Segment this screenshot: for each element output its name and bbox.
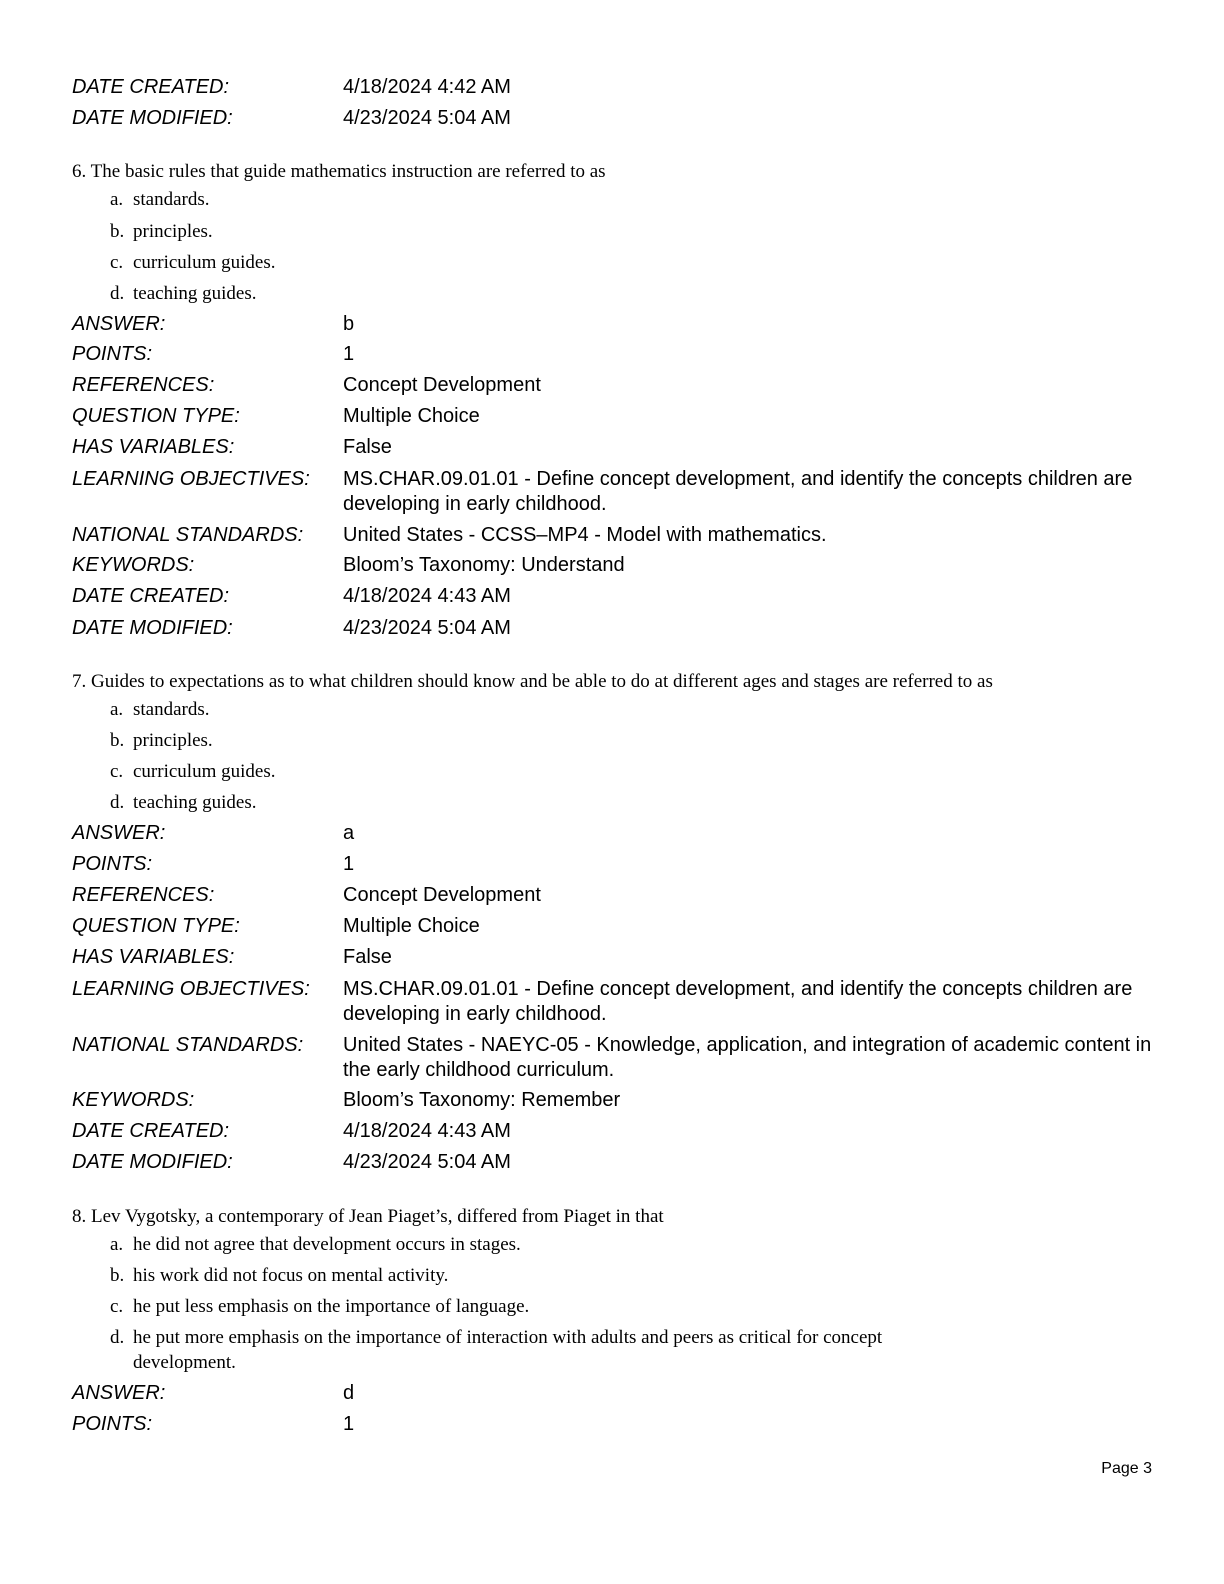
option-letter: c. <box>110 1296 124 1317</box>
references-label: REFERENCES: <box>72 884 215 906</box>
references-value: Concept Development <box>343 884 541 906</box>
date-created-value: 4/18/2024 4:43 AM <box>343 1120 511 1142</box>
answer-label: ANSWER: <box>72 822 166 844</box>
option-text-continued: development. <box>133 1352 236 1373</box>
points-value: 1 <box>343 343 355 365</box>
question-8-stem: 8. Lev Vygotsky, a contemporary of Jean Piaget’s, differed from Piaget in that <box>72 1206 664 1227</box>
option-letter: a. <box>110 1234 124 1255</box>
national-standards-label: NATIONAL STANDARDS: <box>72 524 304 546</box>
question-6-option-a <box>110 187 1010 212</box>
has-variables-value: False <box>343 436 392 458</box>
question-7-stem: 7. Guides to expectations as to what children should know and be able to do at different ages and stages are referred to as <box>72 671 993 692</box>
question-8-option-b <box>110 1263 1010 1288</box>
question-7-option-d <box>110 790 1010 815</box>
date-created-label: DATE CREATED: <box>72 76 230 98</box>
question-type-label: QUESTION TYPE: <box>72 405 240 427</box>
question-7-option-b <box>110 728 1010 753</box>
date-modified-value: 4/23/2024 5:04 AM <box>343 1151 511 1173</box>
keywords-value: Bloom’s Taxonomy: Understand <box>343 554 625 576</box>
option-text: he put less emphasis on the importance of language. <box>133 1296 530 1317</box>
question-type-label: QUESTION TYPE: <box>72 915 240 937</box>
date-modified-value: 4/23/2024 5:04 AM <box>343 107 511 129</box>
references-label: REFERENCES: <box>72 374 215 396</box>
date-created-value: 4/18/2024 4:43 AM <box>343 585 511 607</box>
learning-objectives-value: MS.CHAR.09.01.01 - Define concept development, and identify the concepts children are developing in early childhood. <box>343 978 1133 1025</box>
points-value: 1 <box>343 1413 355 1435</box>
option-text: standards. <box>133 699 210 720</box>
question-6-option-c <box>110 250 1010 275</box>
option-text: teaching guides. <box>133 792 257 813</box>
option-letter: b. <box>110 221 125 242</box>
answer-value: a <box>343 822 355 844</box>
answer-value: d <box>343 1382 355 1404</box>
points-label: POINTS: <box>72 853 153 875</box>
option-text: standards. <box>133 189 210 210</box>
has-variables-label: HAS VARIABLES: <box>72 436 235 458</box>
learning-objectives-label: LEARNING OBJECTIVES: <box>72 978 310 1000</box>
option-letter: a. <box>110 699 124 720</box>
option-text: principles. <box>133 730 213 751</box>
option-letter: c. <box>110 252 124 273</box>
option-letter: b. <box>110 730 125 751</box>
national-standards-value: United States - NAEYC-05 - Knowledge, application, and integration of academic content in the early childhood curriculum. <box>343 1034 1152 1081</box>
question-8-option-a <box>110 1232 1010 1257</box>
date-created-value: 4/18/2024 4:42 AM <box>343 76 511 98</box>
page-number: Page 3 <box>1101 1460 1152 1477</box>
date-created-label: DATE CREATED: <box>72 1120 230 1142</box>
option-text: principles. <box>133 221 213 242</box>
question-type-value: Multiple Choice <box>343 915 480 937</box>
option-letter: d. <box>110 1327 125 1348</box>
option-letter: d. <box>110 792 125 813</box>
date-modified-label: DATE MODIFIED: <box>72 1151 233 1173</box>
question-7-option-a <box>110 697 1010 722</box>
national-standards-value: United States - CCSS–MP4 - Model with mathematics. <box>343 524 827 546</box>
question-6-option-d <box>110 281 1010 306</box>
option-text: his work did not focus on mental activity. <box>133 1265 449 1286</box>
learning-objectives-value: MS.CHAR.09.01.01 - Define concept development, and identify the concepts children are developing in early childhood. <box>343 468 1133 515</box>
option-letter: c. <box>110 761 124 782</box>
points-value: 1 <box>343 853 355 875</box>
date-modified-value: 4/23/2024 5:04 AM <box>343 617 511 639</box>
option-text: curriculum guides. <box>133 761 276 782</box>
question-type-value: Multiple Choice <box>343 405 480 427</box>
has-variables-label: HAS VARIABLES: <box>72 946 235 968</box>
answer-value: b <box>343 313 355 335</box>
keywords-label: KEYWORDS: <box>72 1089 195 1111</box>
national-standards-label: NATIONAL STANDARDS: <box>72 1034 304 1056</box>
keywords-value: Bloom’s Taxonomy: Remember <box>343 1089 621 1111</box>
has-variables-value: False <box>343 946 392 968</box>
keywords-label: KEYWORDS: <box>72 554 195 576</box>
date-modified-label: DATE MODIFIED: <box>72 107 233 129</box>
points-label: POINTS: <box>72 1413 153 1435</box>
option-text: teaching guides. <box>133 283 257 304</box>
option-letter: b. <box>110 1265 125 1286</box>
learning-objectives-label: LEARNING OBJECTIVES: <box>72 468 310 490</box>
question-6-option-b <box>110 219 1010 244</box>
option-letter: a. <box>110 189 124 210</box>
question-8-option-c <box>110 1294 1010 1319</box>
question-7-option-c <box>110 759 1010 784</box>
answer-label: ANSWER: <box>72 1382 166 1404</box>
points-label: POINTS: <box>72 343 153 365</box>
date-modified-label: DATE MODIFIED: <box>72 617 233 639</box>
option-text: he did not agree that development occurs in stages. <box>133 1234 521 1255</box>
references-value: Concept Development <box>343 374 541 396</box>
date-created-label: DATE CREATED: <box>72 585 230 607</box>
option-letter: d. <box>110 283 125 304</box>
question-8-option-d <box>110 1325 1010 1375</box>
option-text: curriculum guides. <box>133 252 276 273</box>
option-text: he put more emphasis on the importance of interaction with adults and peers as critical for concept <box>133 1327 883 1348</box>
answer-label: ANSWER: <box>72 313 166 335</box>
question-6-stem: 6. The basic rules that guide mathematics instruction are referred to as <box>72 161 606 182</box>
